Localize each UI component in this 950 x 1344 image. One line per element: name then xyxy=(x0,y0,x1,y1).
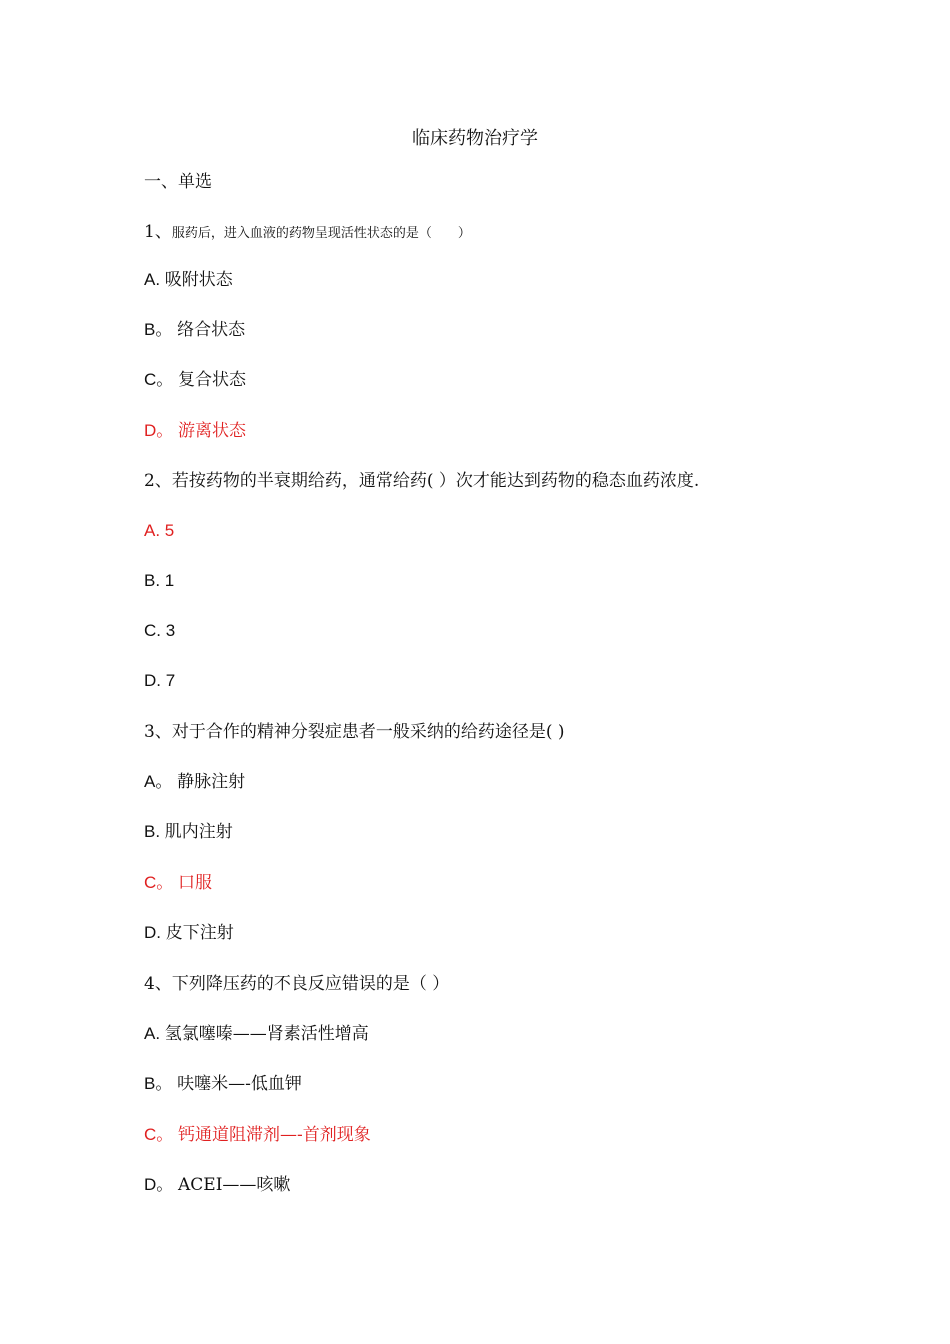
question-4-option-b xyxy=(144,1072,302,1096)
option-text: 皮下注射 xyxy=(165,923,234,943)
option-label: C. xyxy=(144,621,161,640)
question-1-option-b xyxy=(144,318,245,342)
section-heading: 一、单选 xyxy=(144,172,212,192)
option-text: 静脉注射 xyxy=(177,772,246,792)
question-1-option-a xyxy=(144,268,233,292)
option-text: 肌内注射 xyxy=(164,822,233,842)
option-label: A. xyxy=(144,1024,161,1043)
option-text: 7 xyxy=(165,671,176,690)
option-label: D。 xyxy=(144,1175,174,1194)
option-text: 口服 xyxy=(178,873,213,893)
document-title: 临床药物治疗学 xyxy=(412,128,538,149)
option-text: 复合状态 xyxy=(178,370,247,390)
question-4-option-a xyxy=(144,1022,369,1046)
option-label: A. xyxy=(144,521,161,540)
option-label: B. xyxy=(144,571,161,590)
question-3-stem xyxy=(144,720,565,744)
question-number: 1、 xyxy=(144,222,172,242)
option-label: C。 xyxy=(144,873,174,892)
option-text: 氢氯噻嗪——肾素活性增高 xyxy=(164,1024,369,1044)
question-3-option-d xyxy=(144,921,234,945)
question-4-stem xyxy=(144,972,449,996)
option-text: 5 xyxy=(164,521,175,540)
option-text: ACEI——咳嗽 xyxy=(178,1175,291,1195)
question-1-option-c xyxy=(144,368,246,392)
question-text: 对于合作的精神分裂症患者一般采纳的给药途径是( ) xyxy=(171,722,565,742)
question-number: 3、 xyxy=(144,722,172,742)
option-label: D. xyxy=(144,923,161,942)
option-label: B。 xyxy=(144,320,173,339)
question-3-option-a xyxy=(144,770,245,794)
option-text: 1 xyxy=(164,571,175,590)
question-3-option-c-answer xyxy=(144,871,212,895)
option-label: C。 xyxy=(144,1125,174,1144)
option-label: A. xyxy=(144,270,161,289)
question-text: 若按药物的半衰期给药，通常给药( ）次才能达到药物的稳态血药浓度. xyxy=(171,471,700,491)
option-label: B。 xyxy=(144,1074,173,1093)
option-text: 3 xyxy=(165,621,176,640)
question-4-option-d xyxy=(144,1173,290,1197)
option-text: 游离状态 xyxy=(178,421,247,441)
option-text: 吸附状态 xyxy=(164,270,233,290)
question-text: 服药后，进入血液的药物呈现活性状态的是（ ） xyxy=(171,226,471,241)
option-label: A。 xyxy=(144,772,173,791)
question-2-stem xyxy=(144,469,699,493)
question-1-stem xyxy=(144,220,471,246)
question-2-option-c xyxy=(144,619,175,643)
option-text: 络合状态 xyxy=(177,320,246,340)
option-label: B. xyxy=(144,822,161,841)
question-1-option-d-answer xyxy=(144,419,246,443)
option-label: D。 xyxy=(144,421,174,440)
question-2-option-d xyxy=(144,669,175,693)
option-text: 呋噻米—-低血钾 xyxy=(177,1074,302,1094)
question-text: 下列降压药的不良反应错误的是（ ） xyxy=(171,974,450,994)
option-label: D. xyxy=(144,671,161,690)
question-number: 4、 xyxy=(144,974,172,994)
question-2-option-a-answer xyxy=(144,519,174,543)
question-number: 2、 xyxy=(144,471,172,491)
question-3-option-b xyxy=(144,820,233,844)
question-2-option-b xyxy=(144,569,174,593)
question-4-option-c-answer xyxy=(144,1123,371,1147)
option-text: 钙通道阻滞剂—-首剂现象 xyxy=(178,1125,371,1145)
option-label: C。 xyxy=(144,370,174,389)
